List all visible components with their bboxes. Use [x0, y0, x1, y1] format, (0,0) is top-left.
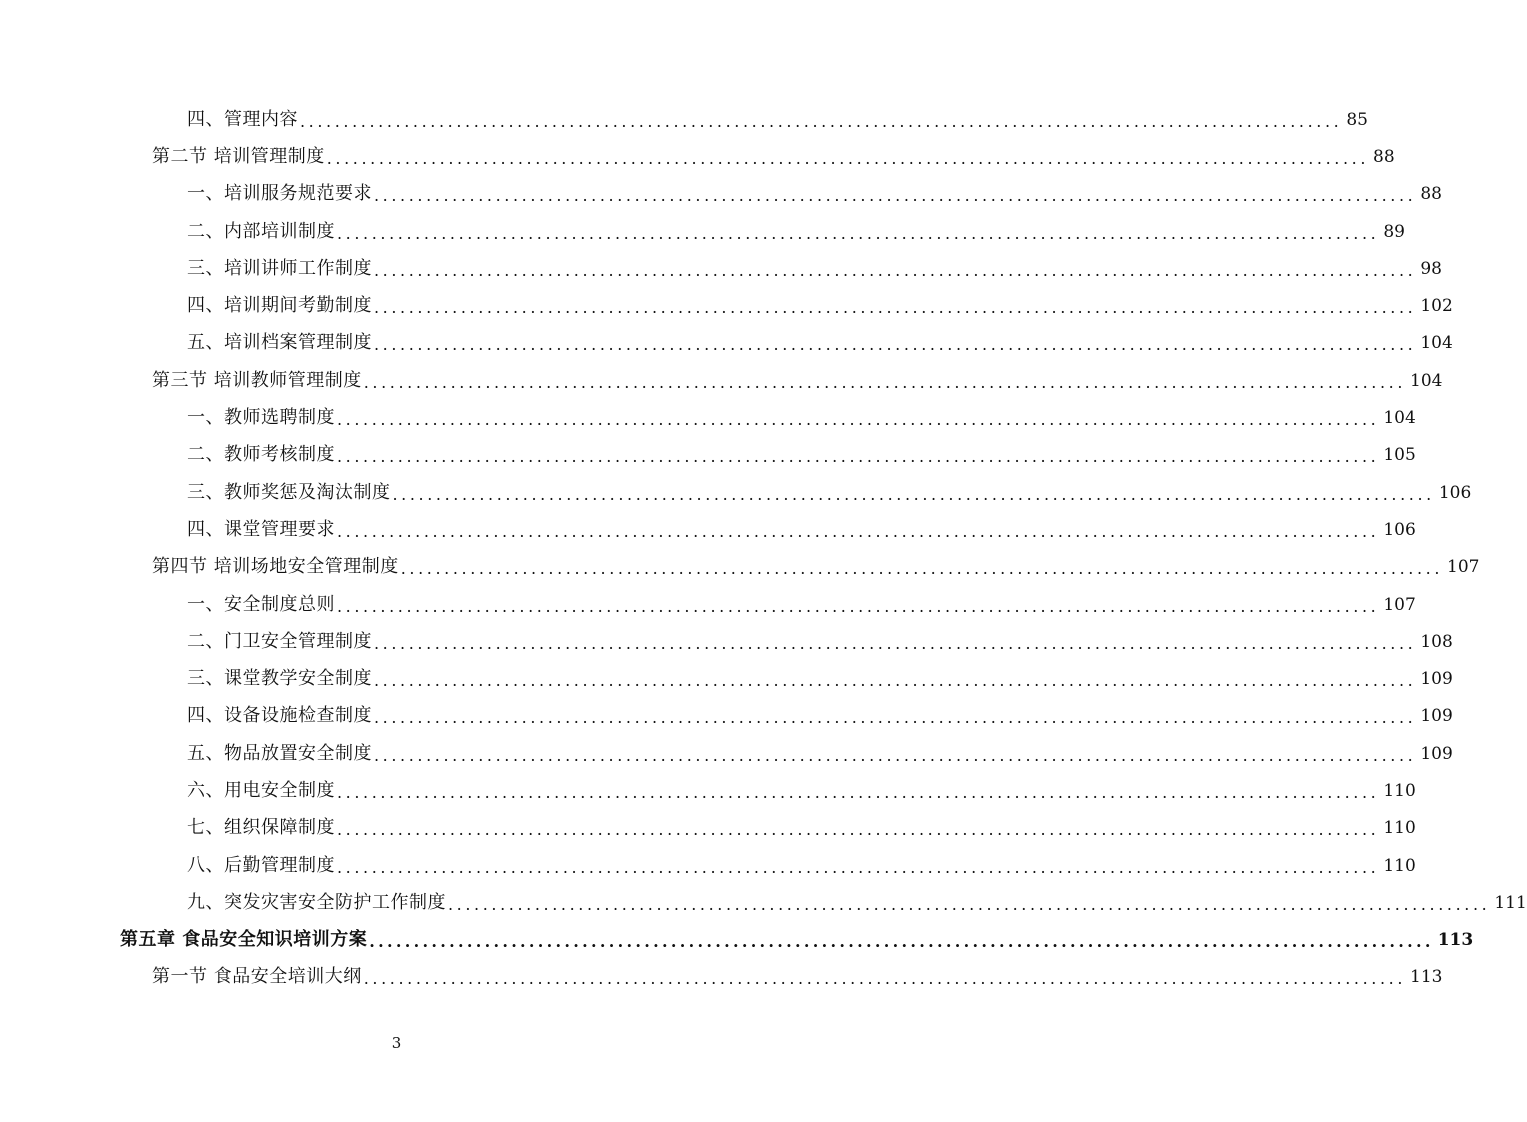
toc-subsection-entry[interactable] [0, 660, 1453, 697]
toc-dot-leader: ........................................................................................................................ [326, 148, 1370, 168]
toc-entry-label: 九、突发灾害安全防护工作制度 [187, 891, 446, 913]
toc-subsection-entry[interactable] [0, 735, 1453, 772]
toc-subsection-entry[interactable] [0, 437, 1416, 474]
toc-page-number: 107 [1383, 594, 1416, 615]
toc-entry-label: 七、组织保障制度 [187, 817, 335, 839]
toc-dot-leader: ........................................................................................................................ [374, 708, 1417, 728]
toc-entry-label: 第五章 食品安全知识培训方案 [120, 929, 368, 951]
toc-section-entry[interactable] [0, 959, 1443, 996]
toc-subsection-entry[interactable] [0, 698, 1453, 735]
toc-entry-label: 二、教师考核制度 [187, 444, 335, 466]
toc-page-number: 106 [1383, 519, 1416, 540]
toc-dot-leader: ........................................................................................................................ [337, 223, 1380, 243]
toc-dot-leader: ........................................................................................................................ [337, 596, 1380, 616]
toc-page-number: 105 [1383, 445, 1416, 466]
toc-dot-leader: ........................................................................................................................ [337, 410, 1380, 430]
toc-page-number: 109 [1420, 669, 1453, 690]
toc-subsection-entry[interactable] [0, 399, 1416, 436]
toc-page-number: 109 [1420, 706, 1453, 727]
toc-dot-leader: ........................................................................................................................ [363, 969, 1407, 989]
toc-dot-leader: ........................................................................................................................ [374, 298, 1417, 318]
toc-page-number: 110 [1383, 818, 1416, 839]
toc-page-number: 104 [1383, 408, 1416, 429]
toc-subsection-entry[interactable] [0, 884, 1527, 921]
toc-entry-label: 二、内部培训制度 [187, 220, 335, 242]
toc-page-number: 113 [1410, 967, 1443, 988]
toc-entry-label: 三、教师奖惩及淘汰制度 [187, 481, 391, 503]
toc-entry-label: 第一节 食品安全培训大纲 [152, 966, 362, 988]
toc-entry-label: 第三节 培训教师管理制度 [152, 369, 362, 391]
toc-subsection-entry[interactable] [0, 810, 1416, 847]
toc-dot-leader: ........................................................................................................................ [400, 559, 1444, 579]
toc-dot-leader: ........................................................................................................................ [369, 932, 1434, 952]
toc-page-number: 107 [1447, 557, 1480, 578]
toc-subsection-entry[interactable] [0, 176, 1442, 213]
toc-dot-leader: ........................................................................................................................ [448, 894, 1491, 914]
page-number: 3 [391, 1034, 402, 1052]
toc-chapter-entry[interactable] [0, 922, 1474, 959]
table-of-contents [0, 101, 1527, 996]
toc-subsection-entry[interactable] [0, 287, 1453, 324]
toc-entry-label: 五、培训档案管理制度 [187, 332, 372, 354]
toc-entry-label: 第二节 培训管理制度 [152, 145, 325, 167]
toc-dot-leader: ........................................................................................................................ [374, 335, 1417, 355]
toc-page-number: 111 [1494, 892, 1527, 913]
toc-dot-leader: ........................................................................................................................ [337, 521, 1380, 541]
toc-page-number: 110 [1383, 780, 1416, 801]
toc-dot-leader: ........................................................................................................................ [374, 260, 1417, 280]
toc-dot-leader: ........................................................................................................................ [392, 484, 1435, 504]
toc-dot-leader: ........................................................................................................................ [337, 857, 1380, 877]
toc-entry-label: 二、门卫安全管理制度 [187, 630, 372, 652]
toc-entry-label: 四、管理内容 [187, 108, 298, 130]
toc-dot-leader: ........................................................................................................................ [374, 745, 1417, 765]
toc-subsection-entry[interactable] [0, 623, 1453, 660]
toc-subsection-entry[interactable] [0, 213, 1405, 250]
toc-page-number: 85 [1346, 109, 1368, 130]
toc-entry-label: 五、物品放置安全制度 [187, 742, 372, 764]
toc-entry-label: 四、设备设施检查制度 [187, 705, 372, 727]
toc-dot-leader: ........................................................................................................................ [374, 671, 1417, 691]
toc-entry-label: 一、教师选聘制度 [187, 407, 335, 429]
toc-dot-leader: ........................................................................................................................ [337, 782, 1380, 802]
toc-section-entry[interactable] [0, 138, 1395, 175]
toc-dot-leader: ........................................................................................................................ [363, 372, 1407, 392]
toc-page-number: 88 [1420, 184, 1442, 205]
toc-dot-leader: ........................................................................................................................ [300, 111, 1343, 131]
toc-entry-label: 三、培训讲师工作制度 [187, 257, 372, 279]
toc-entry-label: 八、后勤管理制度 [187, 854, 335, 876]
toc-subsection-entry[interactable] [0, 250, 1442, 287]
toc-page-number: 108 [1420, 631, 1453, 652]
toc-dot-leader: ........................................................................................................................ [374, 633, 1417, 653]
toc-page-number: 89 [1383, 221, 1405, 242]
toc-dot-leader: ........................................................................................................................ [337, 820, 1380, 840]
toc-subsection-entry[interactable] [0, 772, 1416, 809]
toc-section-entry[interactable] [0, 549, 1480, 586]
toc-subsection-entry[interactable] [0, 847, 1416, 884]
toc-page-number: 106 [1438, 482, 1472, 503]
toc-subsection-entry[interactable] [0, 586, 1416, 623]
toc-subsection-entry[interactable] [0, 101, 1368, 138]
toc-page-number: 109 [1420, 743, 1453, 764]
toc-section-entry[interactable] [0, 362, 1443, 399]
toc-page-number: 88 [1373, 146, 1395, 167]
toc-page-number: 102 [1420, 296, 1453, 317]
toc-page-number: 104 [1410, 370, 1443, 391]
toc-dot-leader: ........................................................................................................................ [337, 447, 1380, 467]
toc-dot-leader: ........................................................................................................................ [374, 186, 1417, 206]
toc-entry-label: 四、课堂管理要求 [187, 518, 335, 540]
toc-entry-label: 六、用电安全制度 [187, 779, 335, 801]
toc-entry-label: 三、课堂教学安全制度 [187, 668, 372, 690]
toc-page-number: 113 [1437, 930, 1474, 951]
toc-entry-label: 一、安全制度总则 [187, 593, 335, 615]
toc-subsection-entry[interactable] [0, 474, 1472, 511]
toc-page-number: 104 [1420, 333, 1453, 354]
toc-entry-label: 四、培训期间考勤制度 [187, 295, 372, 317]
toc-entry-label: 第四节 培训场地安全管理制度 [152, 556, 399, 578]
toc-page-number: 110 [1383, 855, 1416, 876]
toc-subsection-entry[interactable] [0, 325, 1453, 362]
toc-entry-label: 一、培训服务规范要求 [187, 183, 372, 205]
toc-page-number: 98 [1420, 258, 1442, 279]
toc-subsection-entry[interactable] [0, 511, 1416, 548]
